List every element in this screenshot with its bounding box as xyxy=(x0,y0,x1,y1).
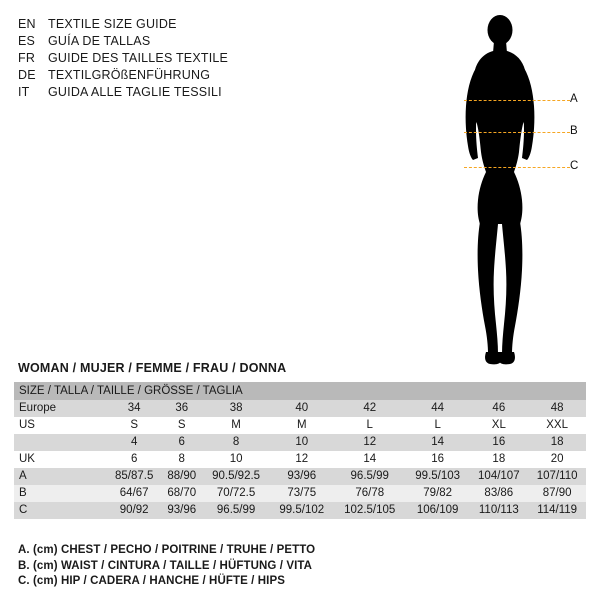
table-row xyxy=(14,434,586,451)
cell: 64/67 xyxy=(107,485,161,502)
cell: 10 xyxy=(202,451,270,468)
cell: S xyxy=(161,417,202,434)
measure-line-a xyxy=(464,100,570,101)
language-title: GUIDE DES TAILLES TEXTILE xyxy=(48,51,229,65)
language-code: EN xyxy=(18,17,36,31)
cell: 38 xyxy=(202,400,270,417)
language-title: TEXTILE SIZE GUIDE xyxy=(48,17,177,31)
cell: 46 xyxy=(469,400,528,417)
language-row-it xyxy=(18,84,318,101)
language-title: GUIDA ALLE TAGLIE TESSILI xyxy=(48,85,222,99)
row-label: US xyxy=(14,417,107,434)
table-row xyxy=(14,468,586,485)
cell: 114/119 xyxy=(528,502,586,519)
measure-line-b xyxy=(464,132,570,133)
cell: 16 xyxy=(406,451,469,468)
cell: M xyxy=(270,417,333,434)
language-row-de xyxy=(18,67,318,84)
cell: 88/90 xyxy=(161,468,202,485)
language-title: GUÍA DE TALLAS xyxy=(48,34,151,48)
measure-label-b: B xyxy=(570,125,578,137)
cell: L xyxy=(333,417,405,434)
cell: 106/109 xyxy=(406,502,469,519)
cell: 12 xyxy=(270,451,333,468)
cell: 48 xyxy=(528,400,586,417)
cell: 18 xyxy=(469,451,528,468)
cell: 76/78 xyxy=(333,485,405,502)
cell: 34 xyxy=(107,400,161,417)
note-c: C. (cm) HIP / CADERA / HANCHE / HÜFTE / HIPS xyxy=(18,575,286,587)
cell: 70/72.5 xyxy=(202,485,270,502)
cell: 4 xyxy=(107,434,161,451)
section-title: WOMAN / MUJER / FEMME / FRAU / DONNA xyxy=(18,361,287,375)
row-label: UK xyxy=(14,451,107,468)
cell: 90.5/92.5 xyxy=(202,468,270,485)
measurement-notes xyxy=(18,543,578,590)
body-figure xyxy=(430,8,590,368)
table-row xyxy=(14,451,586,468)
cell: 42 xyxy=(333,400,405,417)
note-b: B. (cm) WAIST / CINTURA / TAILLE / HÜFTUNG / VITA xyxy=(18,559,313,572)
table-row xyxy=(14,502,586,519)
language-list xyxy=(18,16,318,101)
cell: 107/110 xyxy=(528,468,586,485)
cell: 8 xyxy=(161,451,202,468)
cell: 20 xyxy=(528,451,586,468)
cell: 96.5/99 xyxy=(333,468,405,485)
language-code: IT xyxy=(18,85,30,99)
row-label xyxy=(14,434,107,451)
cell: 6 xyxy=(161,434,202,451)
cell: XL xyxy=(469,417,528,434)
cell: 73/75 xyxy=(270,485,333,502)
row-label: B xyxy=(14,485,107,502)
cell: 12 xyxy=(333,434,405,451)
measure-label-a: A xyxy=(570,93,578,105)
cell: 6 xyxy=(107,451,161,468)
cell: 87/90 xyxy=(528,485,586,502)
cell: 83/86 xyxy=(469,485,528,502)
cell: 14 xyxy=(333,451,405,468)
woman-silhouette-icon xyxy=(430,8,590,368)
cell: 44 xyxy=(406,400,469,417)
cell: 90/92 xyxy=(107,502,161,519)
note-a: A. (cm) CHEST / PECHO / POITRINE / TRUHE / PETTO xyxy=(18,544,316,556)
language-row-es xyxy=(18,33,318,50)
row-label: C xyxy=(14,502,107,519)
size-table xyxy=(14,382,586,519)
cell: XXL xyxy=(528,417,586,434)
language-code: DE xyxy=(18,68,36,82)
cell: 16 xyxy=(469,434,528,451)
cell: M xyxy=(202,417,270,434)
table-row xyxy=(14,417,586,434)
cell: 96.5/99 xyxy=(202,502,270,519)
cell: 36 xyxy=(161,400,202,417)
measure-label-c: C xyxy=(570,160,579,172)
cell: 40 xyxy=(270,400,333,417)
language-row-en xyxy=(18,16,318,33)
cell: 99.5/102 xyxy=(270,502,333,519)
cell: S xyxy=(107,417,161,434)
row-label: A xyxy=(14,468,107,485)
cell: 110/113 xyxy=(469,502,528,519)
cell: 93/96 xyxy=(270,468,333,485)
cell: 79/82 xyxy=(406,485,469,502)
language-title: TEXTILGRÖßENFÜHRUNG xyxy=(48,68,211,82)
measure-line-c xyxy=(464,167,570,168)
language-code: ES xyxy=(18,34,36,48)
cell: 102.5/105 xyxy=(333,502,405,519)
cell: 99.5/103 xyxy=(406,468,469,485)
cell: 104/107 xyxy=(469,468,528,485)
cell: 8 xyxy=(202,434,270,451)
table-row xyxy=(14,485,586,502)
language-row-fr xyxy=(18,50,318,67)
cell: 85/87.5 xyxy=(107,468,161,485)
language-code: FR xyxy=(18,51,36,65)
table-band-row xyxy=(14,382,586,400)
cell: 10 xyxy=(270,434,333,451)
table-band-label: SIZE / TALLA / TAILLE / GRÖSSE / TAGLIA xyxy=(14,382,586,400)
cell: 68/70 xyxy=(161,485,202,502)
cell: 93/96 xyxy=(161,502,202,519)
row-label: Europe xyxy=(14,400,107,417)
cell: 14 xyxy=(406,434,469,451)
cell: 18 xyxy=(528,434,586,451)
table-row xyxy=(14,400,586,417)
cell: L xyxy=(406,417,469,434)
